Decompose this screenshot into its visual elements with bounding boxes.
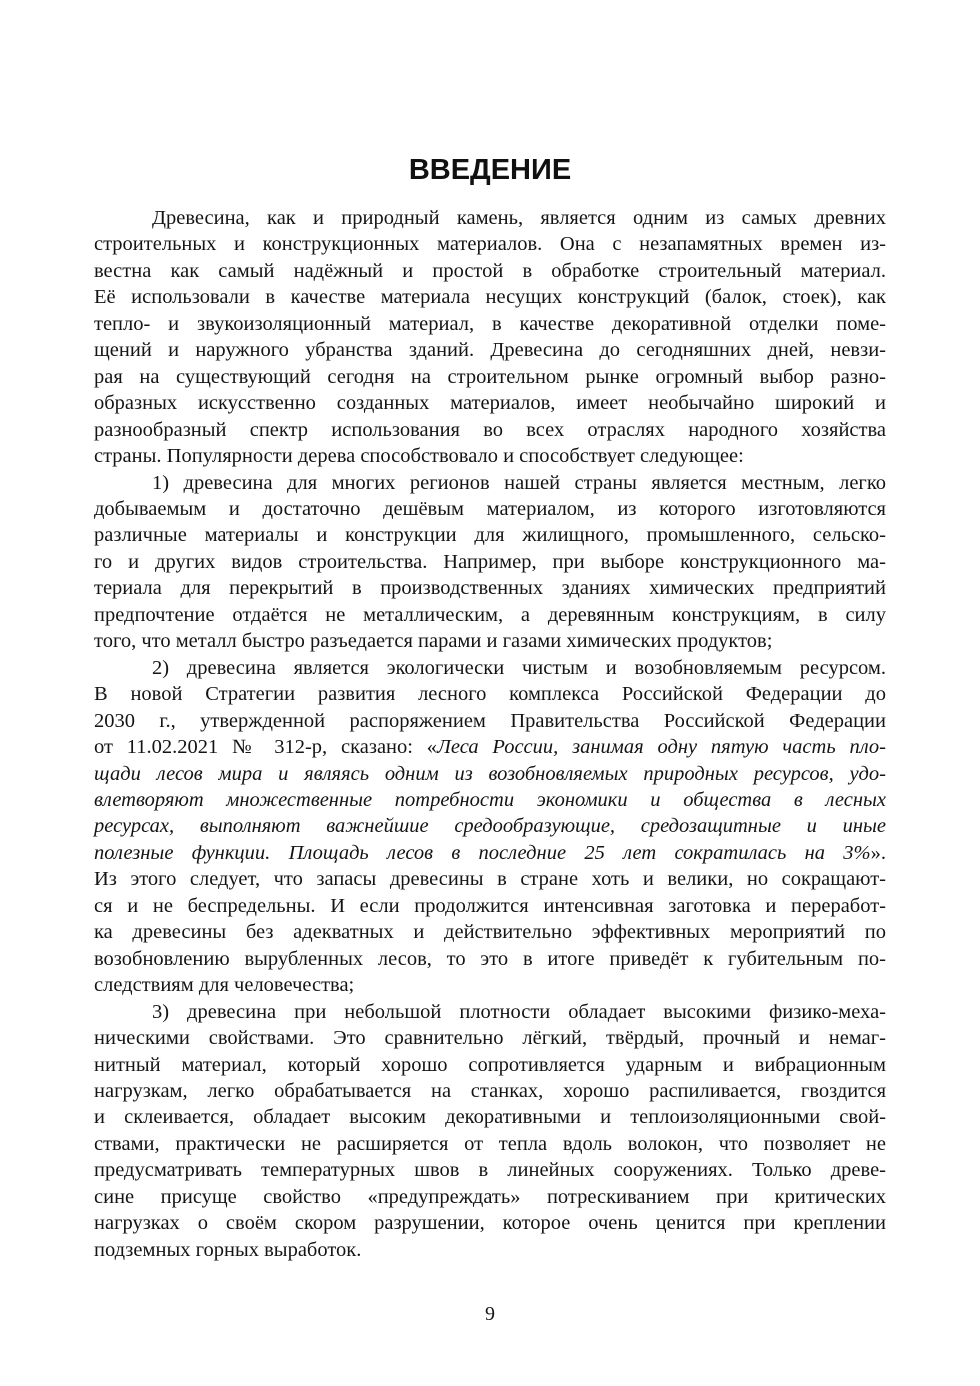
quote-text: полезные функции. Площадь лесов в последние 25 лет сократилась на 3%	[94, 841, 871, 864]
text-line: го и других видов строительства. Например, при выборе конструкционного ма-	[94, 550, 886, 573]
text-line: ка древесины без адекватных и действительно эффективных мероприятий по	[94, 921, 886, 944]
paragraph-point-2	[94, 655, 886, 999]
text-line: страны. Популярности дерева способствовало и способствует следующее:	[94, 445, 744, 468]
text-line: разнообразный спектр использования во всех отраслях народного хозяйства	[94, 418, 886, 441]
text-line: добываемым и достаточно дешёвым материалом, из которого изготовляются	[94, 497, 886, 520]
text-line: предпочтение отдаётся не металлическим, а деревянным конструкциям, в силу	[94, 603, 886, 626]
paragraph-point-1	[94, 470, 886, 655]
quote-line: влетворяют множественные потребности экономики и общества в лесных	[94, 788, 886, 811]
text-line: Из этого следует, что запасы древесины в стране хоть и велики, но сокращают-	[94, 868, 886, 891]
text-line: следствиям для человечества;	[94, 974, 355, 997]
text-line: подземных горных выработок.	[94, 1238, 362, 1261]
text-line: образных искусственно созданных материалов, имеет необычайно широкий и	[94, 392, 886, 415]
text-line: рая на существующий сегодня на строительном рынке огромный выбор разно-	[94, 365, 886, 388]
text-line: ся и не беспредельны. И если продолжится интенсивная заготовка и переработ-	[94, 894, 886, 917]
text-line: предусматривать температурных швов в линейных сооружениях. Только древе-	[94, 1159, 886, 1182]
text-line: и склеивается, обладает высоким декоративными и теплоизоляционными свой-	[94, 1106, 886, 1129]
text-line: ническими свойствами. Это сравнительно лёгкий, твёрдый, прочный и немаг-	[94, 1027, 886, 1050]
text-line: 2030 г., утвержденной распоряжением Правительства Российской Федерации	[94, 709, 886, 732]
page-number: 9	[485, 1303, 495, 1325]
text-line: тепло- и звукоизоляционный материал, в качестве декоративной отделки поме-	[94, 312, 886, 335]
text-line: строительных и конструкционных материалов. Она с незапамятных времен из-	[94, 233, 886, 256]
text-line: различные материалы и конструкции для жилищного, промышленного, сельско-	[94, 524, 886, 547]
text-line: В новой Стратегии развития лесного комплекса Российской Федерации до	[94, 683, 886, 706]
text-line: нагрузкам, легко обрабатывается на станках, хорошо распиливается, гвоздится	[94, 1079, 886, 1102]
quote-text: Леса России, занимая одну пятую часть пло-	[437, 736, 886, 759]
text-line: нагрузках о своём скором разрушении, которое очень ценится при креплении	[94, 1212, 886, 1235]
document-body	[94, 205, 886, 1263]
quote-end-line	[94, 840, 886, 866]
text-line: вестна как самый надёжный и простой в обработке строительный материал.	[94, 259, 886, 282]
text-line: нитный материал, который хорошо сопротивляется ударным и вибрационным	[94, 1053, 886, 1076]
text-line: того, что металл быстро разъедается парами и газами химических продуктов;	[94, 630, 773, 653]
text-line: Её использовали в качестве материала несущих конструкций (балок, стоек), как	[94, 286, 886, 309]
text-line: 2) древесина является экологически чистым и возобновляемым ресурсом.	[152, 656, 886, 679]
text-line: 1) древесина для многих регионов нашей страны является местным, легко	[152, 471, 886, 494]
quote-lead: от 11.02.2021 № 312-р, сказано: «	[94, 736, 438, 759]
page-title: ВВЕДЕНИЕ	[408, 154, 572, 186]
quote-close: ».	[870, 841, 886, 864]
text-line: 3) древесина при небольшой плотности обладает высокими физико-меха-	[152, 1000, 886, 1023]
text-line: териала для перекрытий в производственных зданиях химических предприятий	[94, 577, 886, 600]
paragraph-point-3	[94, 999, 886, 1264]
text-line: ствами, практически не расширяется от тепла вдоль волокон, что позволяет не	[94, 1132, 886, 1155]
text-line: Древесина, как и природный камень, является одним из самых древних	[152, 207, 886, 229]
paragraph-intro	[94, 205, 886, 470]
quote-line: щади лесов мира и являясь одним из возобновляемых природных ресурсов, удо-	[94, 762, 886, 785]
quote-line: ресурсах, выполняют важнейшие средообразующие, средозащитные и иные	[94, 815, 886, 838]
text-line: сине присуще свойство «предупреждать» потрескиванием при критических	[94, 1185, 886, 1208]
text-line: щений и наружного убранства зданий. Древесина до сегодняшних дней, невзи-	[94, 339, 886, 362]
text-line: возобновлению вырубленных лесов, то это в итоге приведёт к губительным по-	[94, 947, 886, 970]
quote-intro-line	[94, 734, 886, 760]
